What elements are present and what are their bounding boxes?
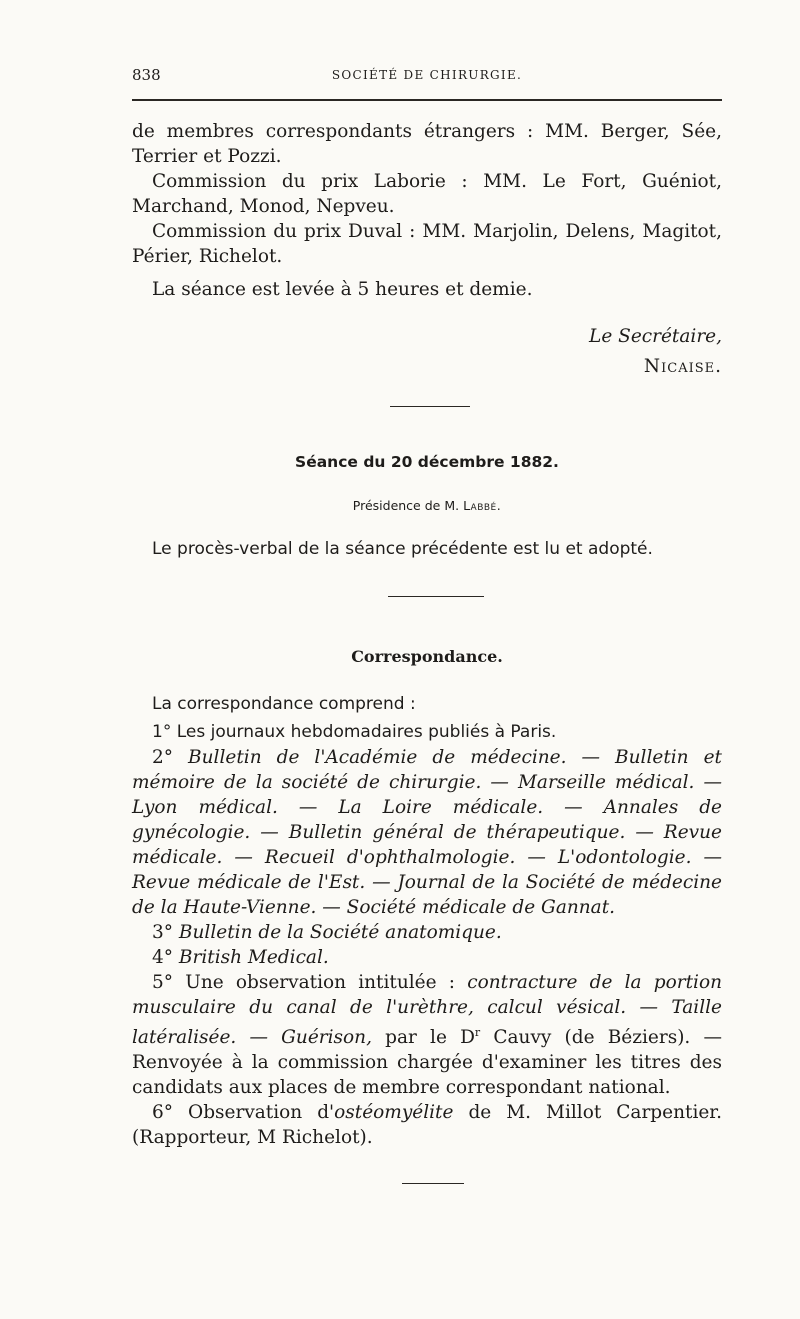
- list-item-2-number: 2°: [152, 747, 174, 768]
- correspondence-list: [132, 692, 722, 1150]
- list-item-5-by: par le: [385, 1027, 447, 1049]
- list-item-3-title: Bulletin de la Société anatomique.: [178, 922, 502, 943]
- paragraph-foreign-members: de membres correspondants étrangers : MM. Berger, Sée, Terrier et Pozzi.: [132, 121, 722, 167]
- section-rule-3: [402, 1183, 464, 1184]
- presidency-prefix: Présidence de M.: [352, 498, 460, 513]
- list-item-5-number: 5°: [152, 972, 174, 993]
- top-block: [132, 119, 722, 302]
- list-item-6-rest: de M. Millot Carpentier. (Rapporteur, M Richelot).: [132, 1102, 722, 1149]
- list-item-6-lead: Observation d': [188, 1102, 335, 1124]
- header-rule: [132, 99, 722, 101]
- list-item-6: [132, 1100, 722, 1150]
- list-item-3-number: 3°: [152, 922, 174, 943]
- list-item-2-journals: Bulletin de l'Académie de médecine. — Bulletin et mémoire de la société de chirurgie. — Marseille médical. — Lyon médical. — La Loire médicale. — Annales de gynécologie. — Bulletin général de thérapeutique. — Revue médicale. — Recueil d'ophthalmologie. — L'odontologie. — Revue médicale de l'Est. — Journal de la Société de médecine de la Haute-Vienne. — Société médicale de Gannat.: [132, 747, 722, 918]
- signature-name: Nicaise.: [643, 356, 722, 377]
- list-item-4-number: 4°: [152, 947, 174, 968]
- list-item-4: [132, 945, 722, 970]
- list-item-5-rest: Cauvy (de Béziers). —Renvoyée à la commission chargée d'examiner les titres des candidats aux places de membre correspondant national.: [132, 1027, 722, 1099]
- paragraph-laborie-commission: Commission du prix Laborie : MM. Le Fort, Guéniot, Marchand, Monod, Nepveu.: [132, 171, 722, 217]
- minutes-line: Le procès-verbal de la séance précédente est lu et adopté.: [152, 539, 653, 559]
- presidency-line: [132, 493, 722, 518]
- list-item-3: [132, 920, 722, 945]
- paragraph-duval-commission: Commission du prix Duval : MM. Marjolin, Delens, Magitot, Périer, Richelot.: [132, 221, 722, 267]
- paragraph-adjournment: La séance est levée à 5 heures et demie.: [152, 279, 533, 300]
- list-item-5-doctor-sup: r: [474, 1026, 481, 1039]
- signature-role: Le Secrétaire,: [589, 326, 722, 347]
- list-item-4-title: British Medical.: [178, 947, 329, 968]
- signature-block: [132, 324, 722, 379]
- list-item-2: [132, 745, 722, 920]
- list-item-1: 1° Les journaux hebdomadaires publiés à Paris.: [152, 722, 557, 742]
- list-item-5: [132, 970, 722, 1100]
- list-item-5-lead: Une observation intitulée :: [185, 972, 456, 993]
- running-head: SOCIÉTÉ DE CHIRURGIE.: [331, 68, 523, 82]
- correspondence-intro: La correspondance comprend :: [152, 694, 416, 714]
- page-header: [132, 66, 722, 92]
- list-item-6-title: ostéomyélite: [334, 1102, 454, 1124]
- list-item-6-number: 6°: [152, 1102, 174, 1124]
- list-item-5-doctor: D: [460, 1027, 475, 1049]
- section-rule: [390, 406, 470, 407]
- president-name: Labbé.: [463, 498, 502, 513]
- section-rule-2: [388, 596, 484, 597]
- list-item-5-title: contracture de la portion musculaire du canal de l'urèthre, calcul vésical. — Taille latéralisée. — Guérison,: [132, 972, 722, 1049]
- page-number: 838: [132, 66, 161, 84]
- section-heading: Correspondance.: [351, 647, 503, 666]
- session-title: Séance du 20 décembre 1882.: [295, 453, 559, 471]
